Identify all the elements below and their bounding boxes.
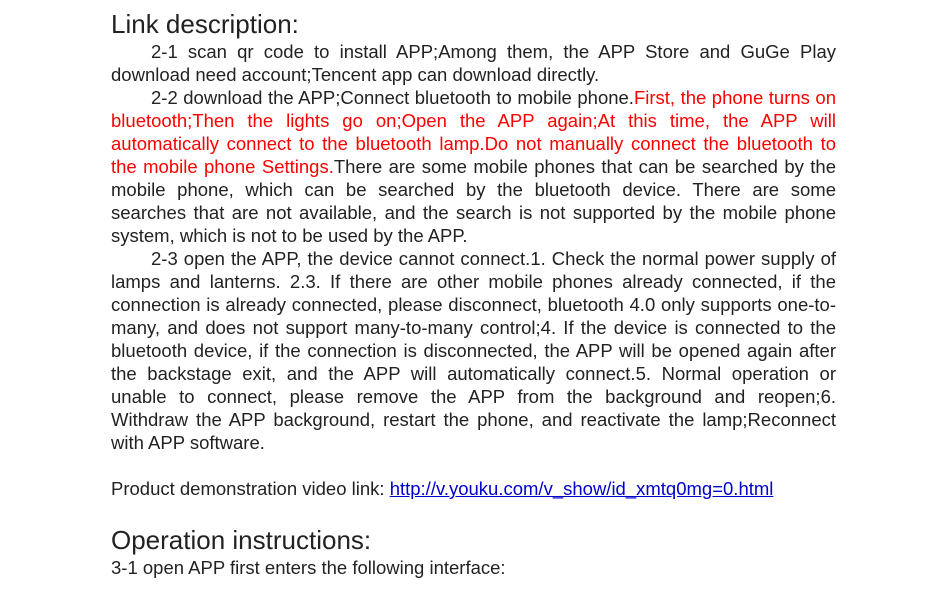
step-2-1-paragraph: 2-1 scan qr code to install APP;Among them, the APP Store and GuGe Play download need account;Tencent app can download directly. [111,41,836,85]
step-2-2-paragraph [111,86,836,247]
step-2-2-warning: First, the phone turns on bluetooth;Then the lights go on;Open the APP again;At this time, the APP will automatically connect to the bluetooth lamp.Do not manually connect the bluetooth to the mobile phone Settings. [111,87,836,177]
video-link-line [111,477,836,500]
operation-instructions-heading: Operation instructions: [111,525,372,555]
video-link[interactable]: http://v.youku.com/v_show/id_xmtq0mg=0.html [389,478,774,499]
step-2-3-paragraph: 2-3 open the APP, the device cannot connect.1. Check the normal power supply of lamps and lanterns. 2.3. If there are other mobile phones already connected, if the connection is already connected, please disconnect, bluetooth 4.0 only supports one-to-many, and does not support many-to-many control;4. If the device is connected to the bluetooth device, if the connection is disconnected, the APP will be opened again after the backstage exit, and the APP will automatically connect.5. Normal operation or unable to connect, please remove the APP from the background and reopen;6. Withdraw the APP background, restart the phone, and reactivate the lamp;Reconnect with APP software. [111,248,836,453]
link-description-heading: Link description: [111,9,299,39]
video-link-label: Product demonstration video link: [111,478,390,499]
step-2-2-note: There are some mobile phones that can be searched by the mobile phone, which can be searched by the bluetooth device. There are some searches that are not available, and the search is not supported by the mobile phone system, which is not to be used by the APP. [111,156,836,246]
step-3-1-paragraph: 3-1 open APP first enters the following interface: [111,557,506,578]
document-body [111,8,836,579]
step-2-2-intro: 2-2 download the APP;Connect bluetooth to mobile phone. [151,87,634,108]
